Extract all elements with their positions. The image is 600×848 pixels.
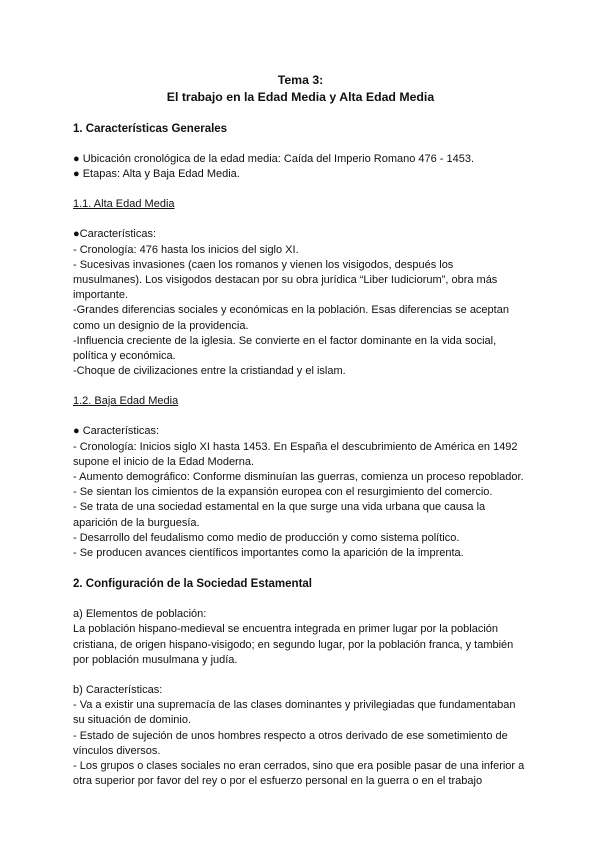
bullet-line: ● Ubicación cronológica de la edad media: Caída del Imperio Romano 476 - 1453. bbox=[73, 153, 475, 165]
document-title bbox=[73, 72, 528, 106]
body-line: - Estado de sujeción de unos hombres respecto a otros derivado de ese sometimiento de bbox=[73, 729, 508, 742]
body-line: - Se producen avances científicos importantes como la aparición de la imprenta. bbox=[73, 547, 464, 560]
body-line: La población hispano-medieval se encuentra integrada en primer lugar por la población bbox=[73, 623, 498, 636]
subsection-1-2-body bbox=[73, 424, 528, 561]
body-line: su situación de dominio. bbox=[73, 714, 192, 727]
body-line: -Choque de civilizaciones entre la cristiandad y el islam. bbox=[73, 365, 346, 378]
body-line: musulmanes). Los visigodos destacan por su obra jurídica “Liber Iudiciorum”, obra más bbox=[73, 274, 498, 287]
body-line: - Se trata de una sociedad estamental en la que surge una vida urbana que causa la bbox=[73, 501, 486, 514]
body-line: -Grandes diferencias sociales y económicas en la población. Esas diferencias se aceptan bbox=[73, 304, 509, 317]
body-line: aparición de la burguesía. bbox=[73, 516, 200, 529]
section-2-part-a bbox=[73, 607, 528, 668]
subsection-1-2-heading: 1.2. Baja Edad Media bbox=[73, 395, 179, 408]
body-line: - Los grupos o clases sociales no eran cerrados, sino que era posible pasar de una inferior a bbox=[73, 760, 525, 773]
section-2-heading: 2. Configuración de la Sociedad Estamental bbox=[73, 578, 313, 591]
title-line-1: Tema 3: bbox=[277, 73, 324, 87]
body-line: política y económica. bbox=[73, 350, 176, 363]
part-a-label: a) Elementos de población: bbox=[73, 608, 207, 621]
body-line: supone el inicio de la Edad Moderna. bbox=[73, 455, 255, 468]
body-line: - Cronología: 476 hasta los inicios del siglo XI. bbox=[73, 243, 299, 256]
bullet-line: ● Etapas: Alta y Baja Edad Media. bbox=[73, 168, 240, 181]
body-line: como un designio de la providencia. bbox=[73, 319, 249, 332]
body-line: otra superior por favor del rey o por el esfuerzo personal en la guerra o en el trabajo bbox=[73, 775, 483, 788]
part-b-label: b) Características: bbox=[73, 684, 163, 697]
subsection-1-1-heading: 1.1. Alta Edad Media bbox=[73, 198, 175, 211]
body-line: ● Características: bbox=[73, 425, 160, 438]
body-line: - Se sientan los cimientos de la expansión europea con el resurgimiento del comercio. bbox=[73, 486, 493, 499]
body-line: por población musulmana y judía. bbox=[73, 653, 238, 666]
body-line: - Desarrollo del feudalismo como medio de producción y como sistema político. bbox=[73, 531, 460, 544]
body-line: - Cronología: Inicios siglo XI hasta 1453. En España el descubrimiento de América en 1492 bbox=[73, 440, 518, 453]
body-line: -Influencia creciente de la iglesia. Se convierte en el factor dominante en la vida social, bbox=[73, 334, 497, 347]
body-line: cristiana, de origen hispano-visigodo; en segundo lugar, por la población franca, y también bbox=[73, 638, 514, 651]
section-2-part-b bbox=[73, 683, 528, 789]
body-line: ●Características: bbox=[73, 228, 157, 241]
body-line: - Aumento demográfico: Conforme disminuían las guerras, comienza un proceso repoblador. bbox=[73, 471, 524, 484]
body-line: importante. bbox=[73, 289, 129, 302]
subsection-1-1-body bbox=[73, 227, 528, 379]
body-line: - Va a existir una supremacía de las clases dominantes y privilegiadas que fundamentaban bbox=[73, 699, 516, 712]
section-1-bullets bbox=[73, 152, 528, 182]
body-line: - Sucesivas invasiones (caen los romanos y vienen los visigodos, después los bbox=[73, 258, 454, 271]
body-line: vínculos diversos. bbox=[73, 744, 161, 757]
title-line-2: El trabajo en la Edad Media y Alta Edad Media bbox=[166, 90, 435, 104]
section-1-heading: 1. Características Generales bbox=[73, 123, 228, 135]
